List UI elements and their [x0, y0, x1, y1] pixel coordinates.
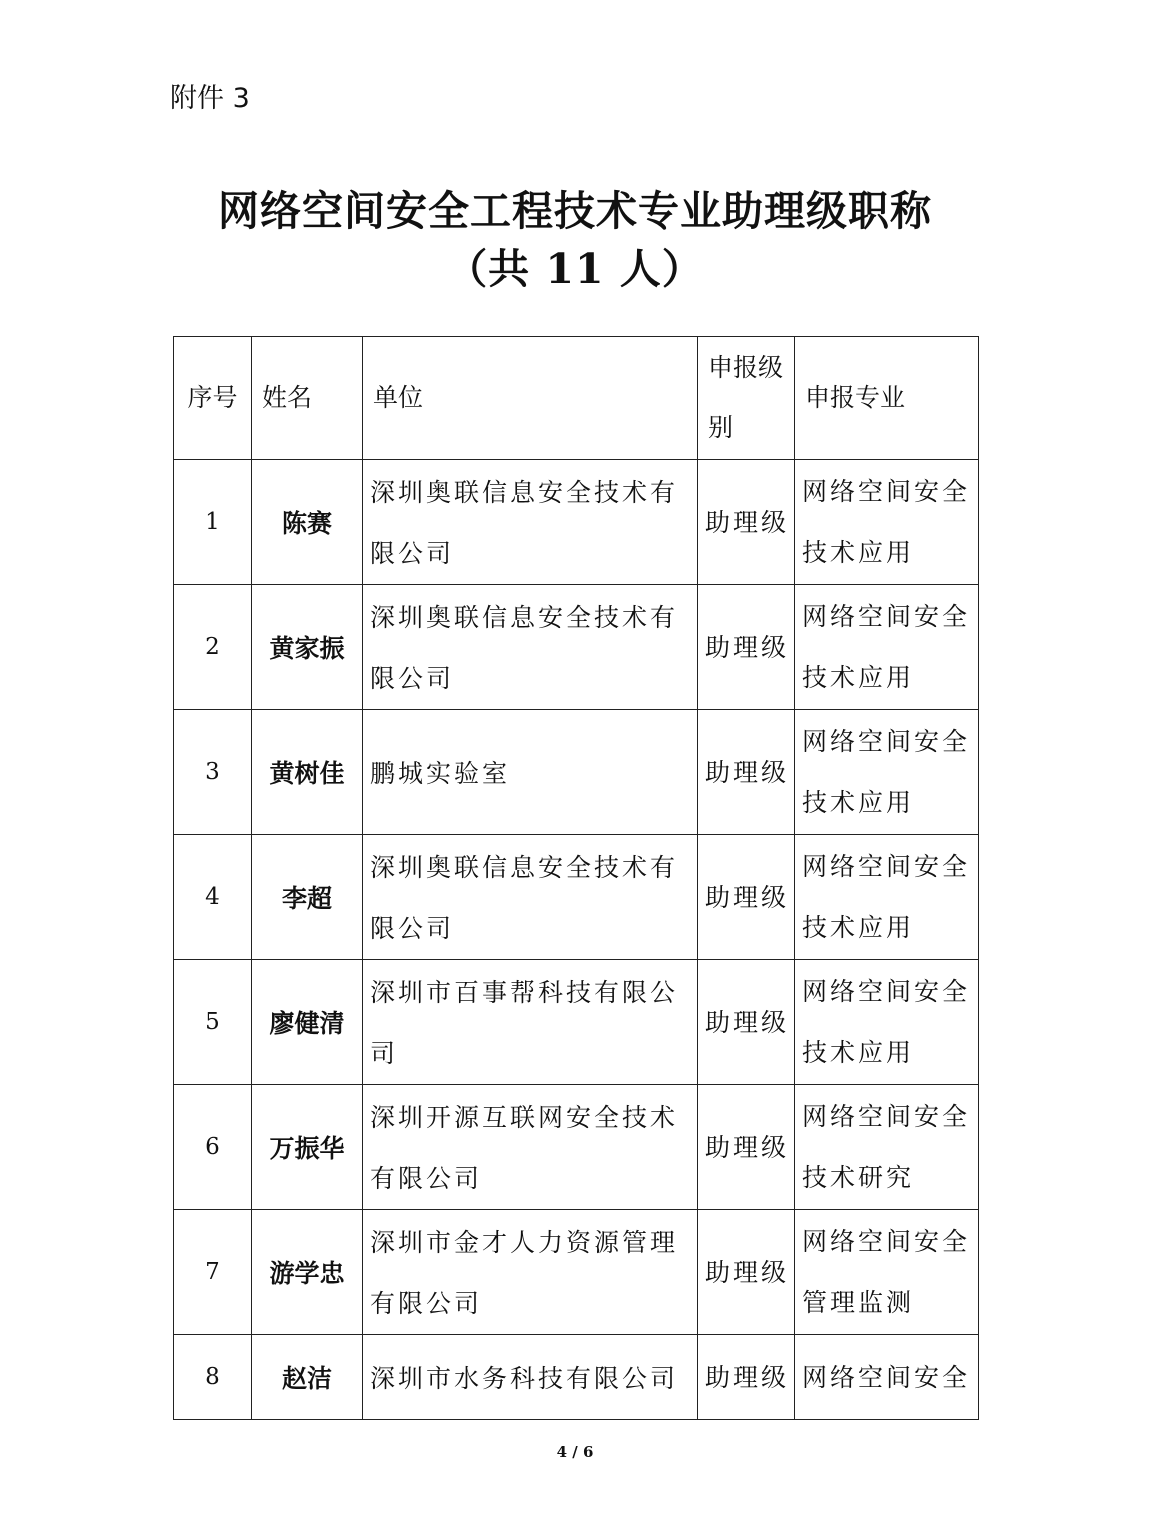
cell-no: 7	[174, 1210, 252, 1335]
cell-level: 助理级	[698, 710, 795, 835]
table-row	[174, 585, 979, 710]
header-level: 申报级别	[698, 337, 795, 460]
table-row	[174, 460, 979, 585]
cell-unit: 深圳奥联信息安全技术有限公司	[363, 460, 698, 585]
table-row	[174, 710, 979, 835]
cell-no: 3	[174, 710, 252, 835]
attachment-label: 附件 3	[170, 83, 250, 114]
table-row	[174, 1335, 979, 1420]
cell-name: 陈赛	[252, 460, 363, 585]
cell-major: 网络空间安全技术应用	[795, 960, 979, 1085]
cell-name: 游学忠	[252, 1210, 363, 1335]
header-no: 序号	[174, 337, 252, 460]
cell-unit: 深圳市百事帮科技有限公司	[363, 960, 698, 1085]
header-unit: 单位	[363, 337, 698, 460]
cell-name: 万振华	[252, 1085, 363, 1210]
cell-no: 6	[174, 1085, 252, 1210]
cell-major: 网络空间安全	[795, 1335, 979, 1420]
cell-name: 黄树佳	[252, 710, 363, 835]
cell-no: 5	[174, 960, 252, 1085]
cell-unit: 鹏城实验室	[363, 710, 698, 835]
table-row	[174, 835, 979, 960]
cell-level: 助理级	[698, 960, 795, 1085]
cell-unit: 深圳开源互联网安全技术有限公司	[363, 1085, 698, 1210]
cell-level: 助理级	[698, 1335, 795, 1420]
cell-name: 廖健清	[252, 960, 363, 1085]
table-row	[174, 1210, 979, 1335]
header-name: 姓名	[252, 337, 363, 460]
cell-unit: 深圳市水务科技有限公司	[363, 1335, 698, 1420]
cell-unit: 深圳奥联信息安全技术有限公司	[363, 835, 698, 960]
cell-level: 助理级	[698, 585, 795, 710]
cell-no: 1	[174, 460, 252, 585]
cell-major: 网络空间安全技术应用	[795, 585, 979, 710]
cell-major: 网络空间安全技术应用	[795, 460, 979, 585]
cell-level: 助理级	[698, 460, 795, 585]
cell-no: 2	[174, 585, 252, 710]
table-row	[174, 960, 979, 1085]
cell-no: 4	[174, 835, 252, 960]
cell-level: 助理级	[698, 1210, 795, 1335]
table-row	[174, 1085, 979, 1210]
cell-major: 网络空间安全技术研究	[795, 1085, 979, 1210]
cell-level: 助理级	[698, 835, 795, 960]
document-subtitle: （共 11 人）	[446, 245, 704, 293]
page-number: 4 / 6	[556, 1443, 594, 1461]
cell-no: 8	[174, 1335, 252, 1420]
cell-level: 助理级	[698, 1085, 795, 1210]
cell-name: 黄家振	[252, 585, 363, 710]
cell-name: 赵洁	[252, 1335, 363, 1420]
table-header-row	[174, 337, 979, 460]
cell-major: 网络空间安全技术应用	[795, 710, 979, 835]
document-title: 网络空间安全工程技术专业助理级职称	[218, 187, 932, 235]
cell-major: 网络空间安全管理监测	[795, 1210, 979, 1335]
cell-unit: 深圳奥联信息安全技术有限公司	[363, 585, 698, 710]
cell-name: 李超	[252, 835, 363, 960]
cell-unit: 深圳市金才人力资源管理有限公司	[363, 1210, 698, 1335]
cell-major: 网络空间安全技术应用	[795, 835, 979, 960]
personnel-table	[173, 336, 979, 1420]
header-major: 申报专业	[795, 337, 979, 460]
